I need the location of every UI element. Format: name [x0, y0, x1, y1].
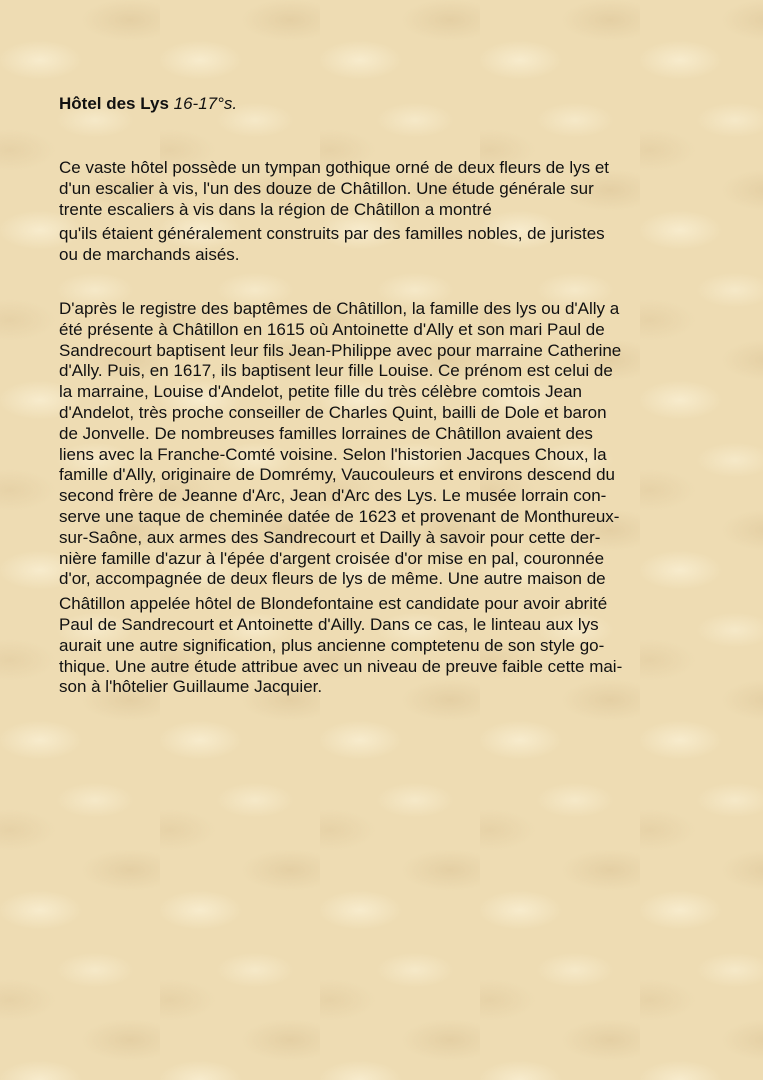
- text-line: de Jonvelle. De nombreuses familles lorraines de Châtillon avaient des: [59, 423, 593, 443]
- text-line: d'or, accompagnée de deux fleurs de lys de même. Une autre maison de: [59, 569, 606, 589]
- text-line: sur-Saône, aux armes des Sandrecourt et Dailly à savoir pour cette der-: [59, 527, 601, 547]
- text-line: d'Ally. Puis, en 1617, ils baptisent leur fille Louise. Ce prénom est celui de: [59, 361, 613, 381]
- text-line: été présente à Châtillon en 1615 où Antoinette d'Ally et son mari Paul de: [59, 319, 605, 339]
- text-line: Ce vaste hôtel possède un tympan gothique orné de deux fleurs de lys et: [59, 158, 610, 177]
- text-line: Paul de Sandrecourt et Antoinette d'Ailly. Dans ce cas, le linteau aux lys: [59, 614, 599, 634]
- text-line: thique. Une autre étude attribue avec un niveau de preuve faible cette mai-: [59, 656, 623, 676]
- text-line: ou de marchands aisés.: [59, 245, 240, 265]
- text-line: nière famille d'azur à l'épée d'argent croisée d'or mise en pal, couronnée: [59, 548, 605, 568]
- paragraph-builders: [59, 224, 709, 266]
- text-line: d'Andelot, très proche conseiller de Charles Quint, bailli de Dole et baron: [59, 402, 607, 422]
- text-line: liens avec la Franche-Comté voisine. Selon l'historien Jacques Choux, la: [59, 444, 607, 464]
- text-line: d'un escalier à vis, l'un des douze de Châtillon. Une étude générale sur: [59, 178, 594, 198]
- text-line: trente escaliers à vis dans la région de Châtillon a montré: [59, 199, 492, 219]
- document-page: [59, 93, 709, 698]
- text-line: serve une taque de cheminée datée de 1623 et provenant de Monthureux-: [59, 506, 620, 526]
- text-line: la marraine, Louise d'Andelot, petite fille du très célèbre comtois Jean: [59, 382, 582, 402]
- text-line: aurait une autre signification, plus ancienne comptetenu de son style go-: [59, 635, 605, 655]
- paragraph-blondefontaine: [59, 594, 709, 698]
- text-line: qu'ils étaient généralement construits par des familles nobles, de juristes: [59, 224, 605, 244]
- text-line: Sandrecourt baptisent leur fils Jean-Philippe avec pour marraine Catherine: [59, 340, 622, 360]
- paragraph-history: [59, 299, 709, 590]
- text-line: second frère de Jeanne d'Arc, Jean d'Arc des Lys. Le musée lorrain con-: [59, 486, 607, 506]
- text-line: famille d'Ally, originaire de Domrémy, Vaucouleurs et environs descend du: [59, 465, 616, 485]
- text-line: D'après le registre des baptêmes de Châtillon, la famille des lys ou d'Ally a: [59, 298, 620, 318]
- page-title: [59, 93, 709, 115]
- title-text: Hôtel des Lys: [59, 94, 169, 113]
- text-line: son à l'hôtelier Guillaume Jacquier.: [59, 677, 323, 697]
- paragraph-intro: [59, 158, 709, 220]
- text-line: Châtillon appelée hôtel de Blondefontaine est candidate pour avoir abrité: [59, 594, 608, 614]
- title-period: 16-17°s.: [173, 94, 238, 113]
